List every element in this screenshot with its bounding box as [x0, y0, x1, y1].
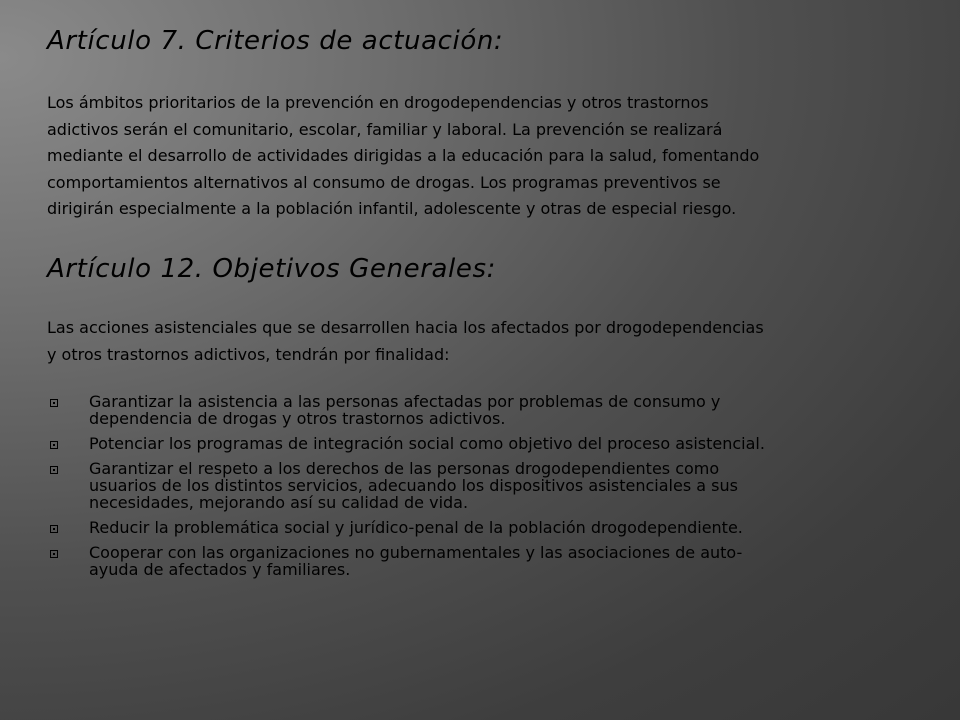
paragraph-line: y otros trastornos adictivos, tendrán por finalidad:	[47, 344, 450, 364]
square-bullet-icon	[50, 399, 58, 407]
list-item	[47, 460, 927, 511]
article-12-heading: Artículo 12. Objetivos Generales:	[47, 254, 496, 284]
list-item-line: Cooperar con las organizaciones no gubernamentales y las asociaciones de auto-	[89, 543, 743, 562]
list-item-line: usuarios de los distintos servicios, adecuando los dispositivos asistenciales a sus	[89, 476, 738, 495]
list-item	[47, 544, 927, 578]
paragraph-line: mediante el desarrollo de actividades dirigidas a la educación para la salud, fomentando	[47, 146, 760, 165]
list-item-line: dependencia de drogas y otros trastornos adictivos.	[89, 409, 506, 428]
square-bullet-icon	[50, 466, 58, 474]
list-item-line: Potenciar los programas de integración social como objetivo del proceso asistencial.	[89, 434, 765, 453]
list-item-line: Garantizar la asistencia a las personas afectadas por problemas de consumo y	[89, 392, 721, 411]
square-bullet-icon	[50, 525, 58, 533]
list-item	[47, 393, 927, 427]
paragraph-line: Los ámbitos prioritarios de la prevención en drogodependencias y otros trastornos	[47, 93, 709, 112]
list-item-line: Garantizar el respeto a los derechos de las personas drogodependientes como	[89, 459, 720, 478]
paragraph-line: adictivos serán el comunitario, escolar, familiar y laboral. La prevención se realizará	[47, 119, 723, 139]
list-item-line: Reducir la problemática social y jurídico-penal de la población drogodependiente.	[89, 518, 743, 537]
list-item-line: necesidades, mejorando así su calidad de vida.	[89, 493, 469, 512]
list-item	[47, 435, 927, 452]
paragraph-line: Las acciones asistenciales que se desarrollen hacia los afectados por drogodependencias	[47, 318, 764, 337]
paragraph-line: comportamientos alternativos al consumo de drogas. Los programas preventivos se	[47, 172, 721, 192]
square-bullet-icon	[50, 550, 58, 558]
list-item	[47, 519, 927, 536]
article-7-heading: Artículo 7. Criterios de actuación:	[47, 26, 504, 56]
square-bullet-icon	[50, 441, 58, 449]
paragraph-line: dirigirán especialmente a la población infantil, adolescente y otras de especial riesgo.	[47, 199, 737, 218]
list-item-line: ayuda de afectados y familiares.	[89, 560, 351, 579]
objectives-list	[47, 393, 927, 586]
article-12-paragraph	[47, 315, 927, 368]
article-7-paragraph	[47, 90, 927, 223]
